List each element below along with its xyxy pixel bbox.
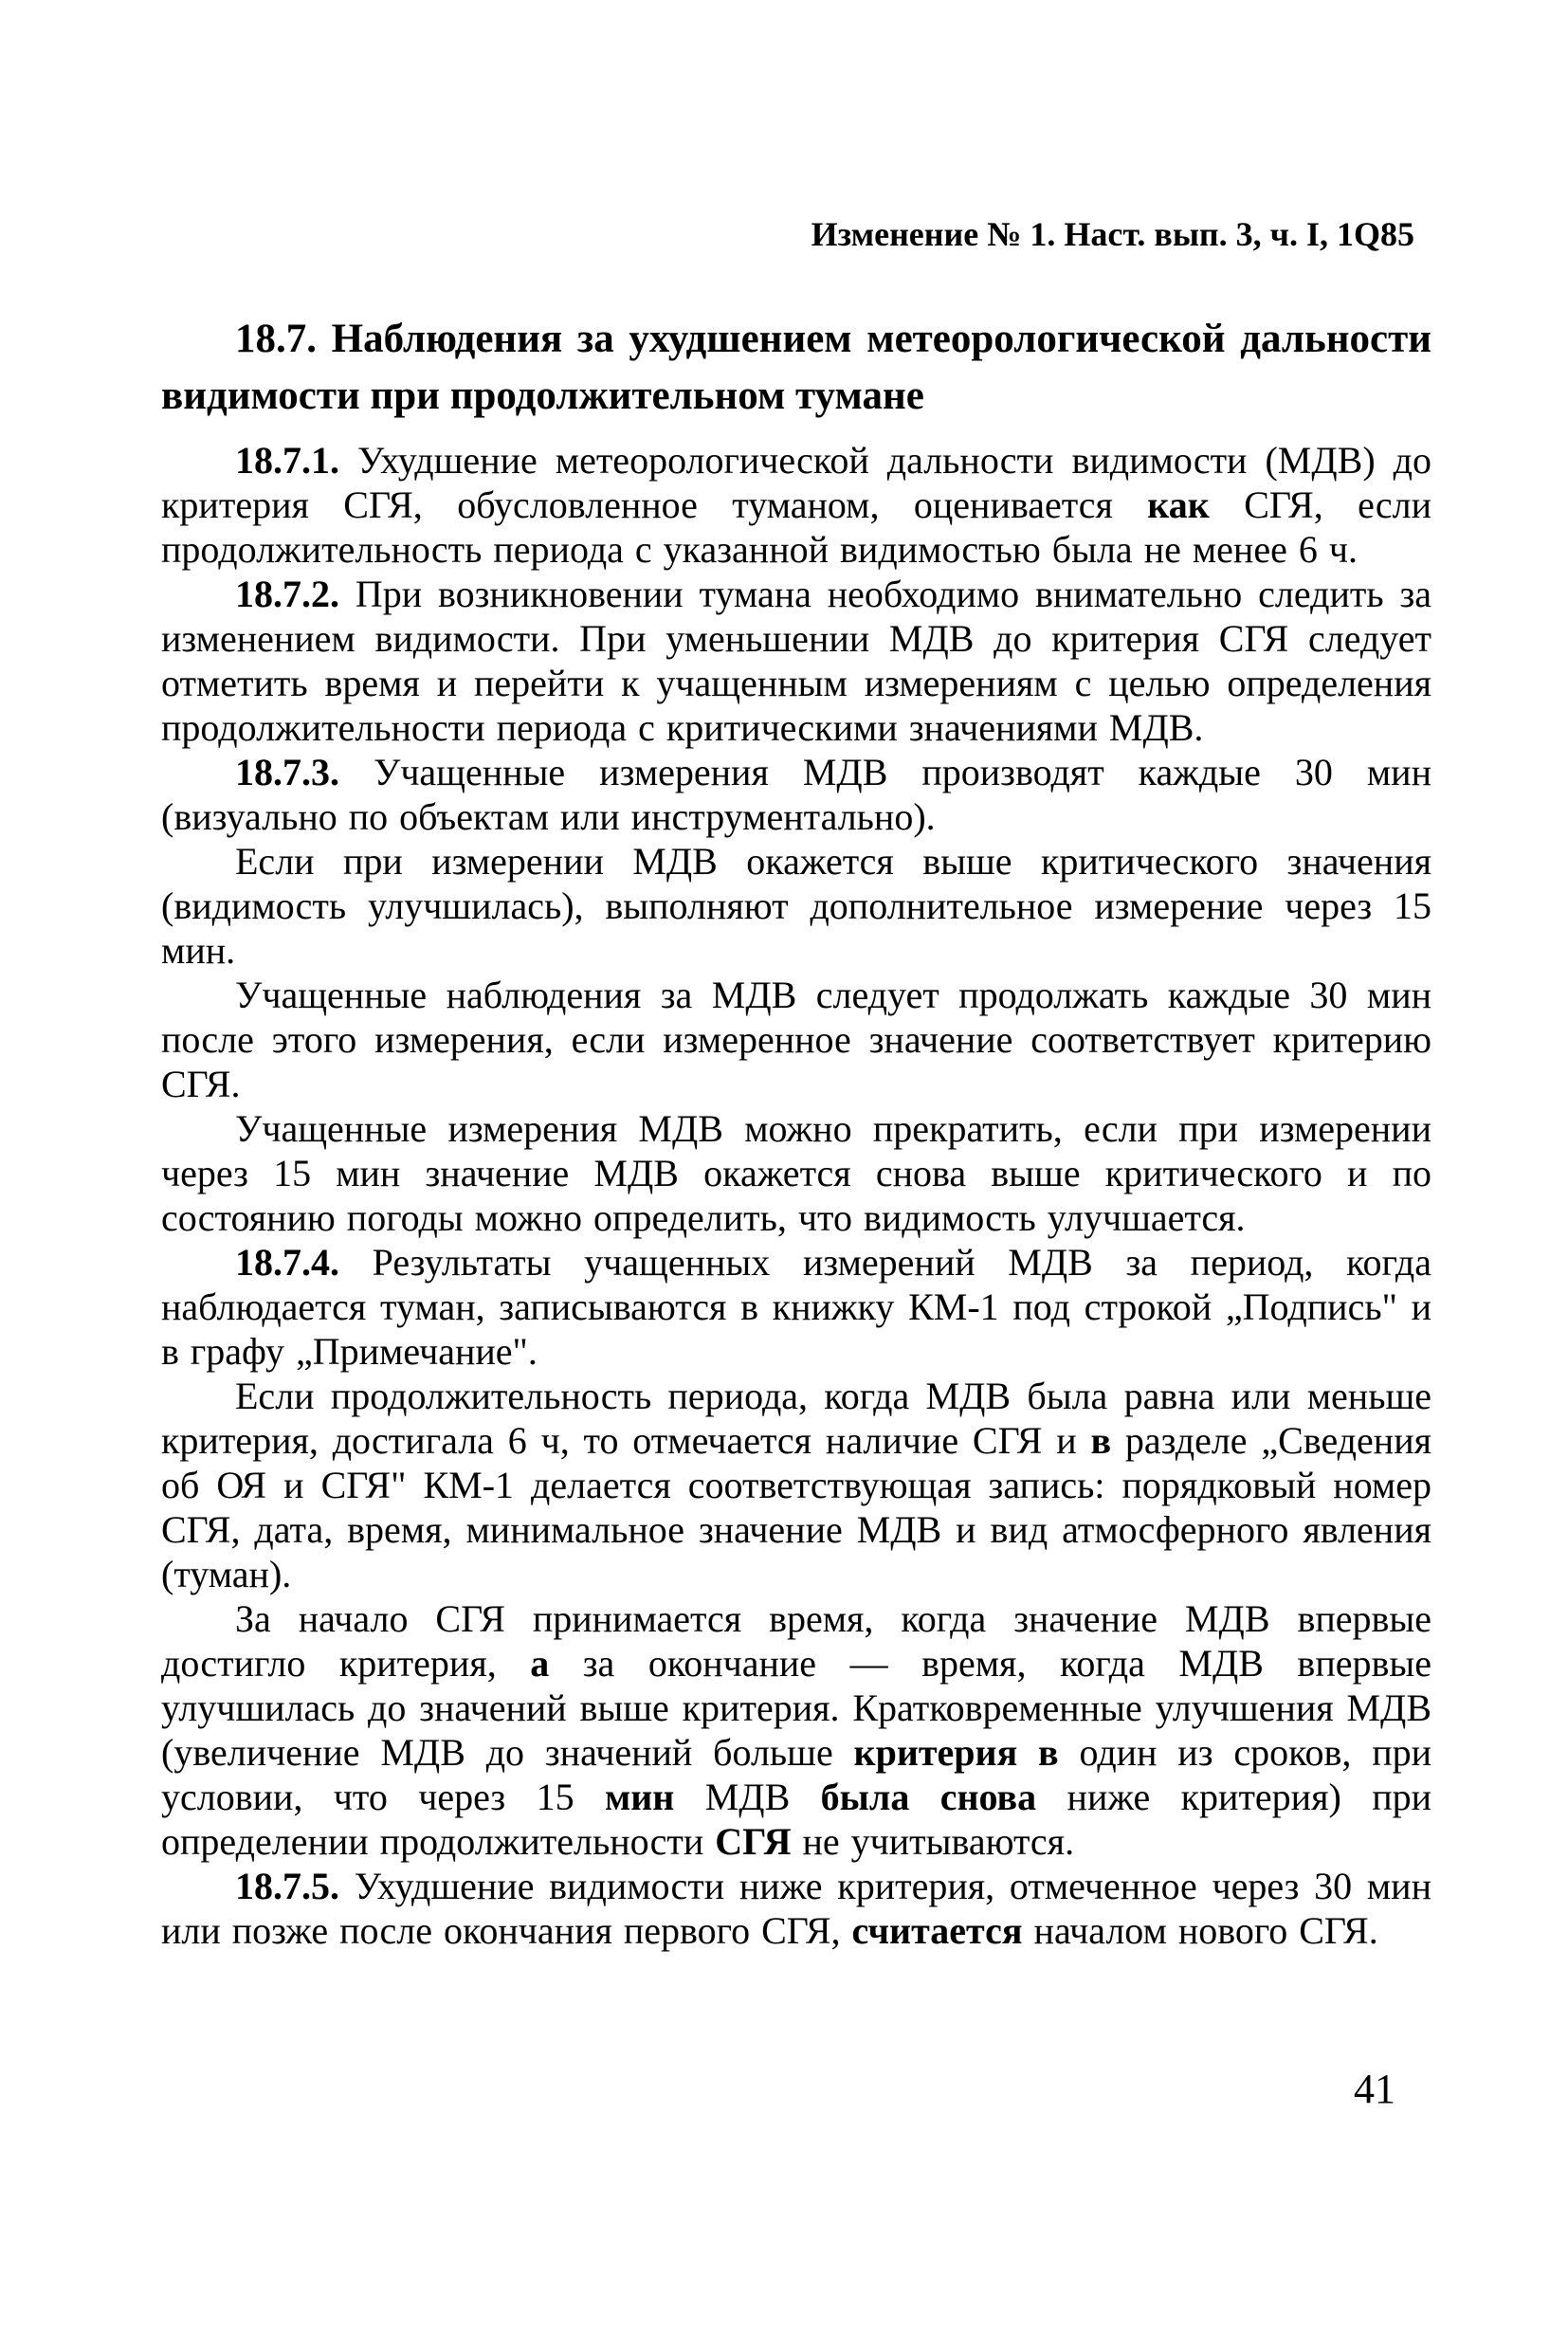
paragraph <box>161 572 1431 750</box>
bold-text-run: 18.7.3. <box>235 751 339 793</box>
bold-text-run: критерия в <box>853 1731 1059 1774</box>
text-run: началом нового СГЯ. <box>1022 1909 1378 1952</box>
text-run: СГЯ, если продолжительность периода с указанной видимостью была не менее 6 ч. <box>161 483 1431 571</box>
section-title: 18.7. Наблюдения за ухудшением метеорологической дальности видимости при продолжительном тумане <box>161 317 1431 418</box>
text-run: Ухудшение видимости ниже критерия, отмеченное через 30 мин или позже после окончания первого СГЯ, <box>161 1865 1431 1952</box>
text-run: один из сроков, при условии, что через 15 <box>161 1731 1432 1818</box>
text-run: Учащенные наблюдения за МДВ следует продолжать каждые 30 мин после этого измерения, если измеренное значение соответствует критерию СГЯ. <box>161 974 1431 1105</box>
running-header: Изменение № 1. Наст. вып. 3, ч. I, 1Q85 <box>811 215 1414 253</box>
bold-text-run: в <box>1090 1419 1112 1462</box>
text-run: При возникновении тумана необходимо внимательно следить за изменением видимости. При уменьшении МДВ до критерия СГЯ следует отметить время и перейти к учащенным измерениям с целью определения продолжительности периода с критическими значениями МДВ. <box>161 573 1431 749</box>
paragraph <box>161 1596 1431 1864</box>
paragraph <box>161 973 1431 1106</box>
text-run: ниже критерия) при определении продолжительности <box>161 1776 1432 1863</box>
page-number: 41 <box>1354 2066 1395 2112</box>
paragraph <box>161 839 1431 973</box>
bold-text-run: как <box>1147 483 1210 526</box>
bold-text-run: 18.7.2. <box>235 573 339 615</box>
text-run: не учитываются. <box>791 1820 1075 1863</box>
text-run: разделе „Сведения об ОЯ и СГЯ" КМ-1 делается соответствующая запись: порядковый номер СГЯ, дата, время, минимальное значение МДВ и вид атмосферного явления (туман). <box>161 1419 1432 1595</box>
text-run: Учащенные измерения МДВ производят каждые 30 мин (визуально по объектам или инструментально). <box>161 751 1431 838</box>
bold-text-run: 18.7.4. <box>235 1241 339 1284</box>
paragraph <box>161 750 1431 839</box>
bold-text-run: СГЯ <box>715 1820 792 1863</box>
text-run: За начало СГЯ принимается время, когда значение МДВ впервые достигло критерия, <box>161 1597 1431 1685</box>
page-content <box>161 311 1431 1953</box>
text-run: МДВ <box>674 1776 821 1818</box>
bold-text-run: считается <box>851 1909 1023 1952</box>
paragraph <box>161 1864 1431 1953</box>
text-run: Ухудшение метеорологической дальности видимости (МДВ) до критерия СГЯ, обусловленное туманом, оценивается <box>161 439 1431 526</box>
bold-text-run: мин <box>604 1776 675 1818</box>
paragraph <box>161 1240 1431 1374</box>
bold-text-run: была снова <box>820 1776 1037 1818</box>
text-run: за окончание — время, когда МДВ впервые улучшилась до значений выше критерия. Кратковременные улучшения МДВ (увеличение МДВ до значений больше <box>161 1642 1431 1774</box>
bold-text-run: 18.7.5. <box>235 1865 339 1907</box>
text-run: Если продолжительность периода, когда МДВ была равна или меньше критерия, достигала 6 ч, то отмечается наличие СГЯ и <box>161 1375 1431 1462</box>
paragraph <box>161 1374 1431 1596</box>
paragraph <box>161 438 1431 572</box>
text-run: Учащенные измерения МДВ можно прекратить, если при измерении через 15 мин значение МДВ окажется снова выше критического и по состоянию погоды можно определить, что видимость улучшается. <box>161 1107 1431 1239</box>
text-run: Если при измерении МДВ окажется выше критического значения (видимость улучшилась), выполняют дополнительное измерение через 15 мин. <box>161 840 1431 972</box>
paragraph <box>161 1106 1431 1240</box>
text-run: Результаты учащенных измерений МДВ за период, когда наблюдается туман, записываются в книжку КМ-1 под строкой „Подпись" и в графу „Примечание". <box>161 1241 1431 1373</box>
bold-text-run: 18.7.1. <box>235 439 339 482</box>
bold-text-run: а <box>530 1642 550 1685</box>
paragraphs-container <box>161 438 1431 1953</box>
